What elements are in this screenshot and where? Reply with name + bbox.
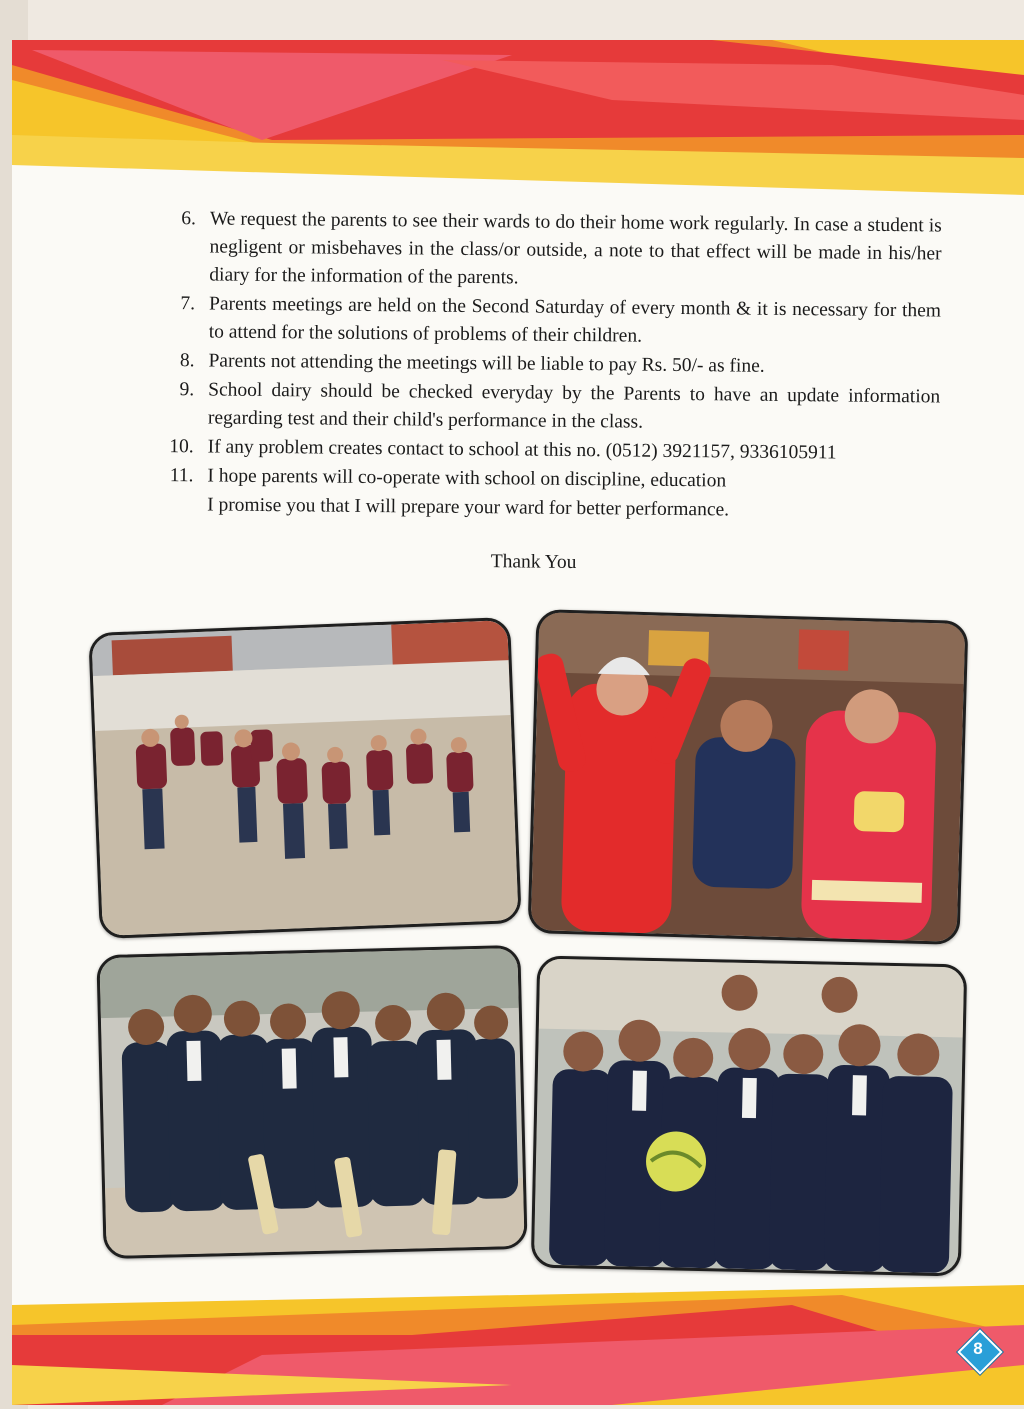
- note-number: 10.: [169, 436, 194, 458]
- note-text: If any problem creates contact to school at this no. (0512) 3921157, 9336105911: [207, 436, 837, 464]
- photo-kids-exercising-icon: [91, 620, 518, 936]
- photo-girls-with-ball-icon: [534, 959, 964, 1274]
- note-text: Parents not attending the meetings will be liable to pay Rs. 50/- as fine.: [208, 350, 765, 377]
- note-number: 11.: [169, 465, 194, 487]
- photo-boys: [96, 945, 527, 1259]
- brochure-page: [12, 40, 1024, 1405]
- note-text: I hope parents will co-operate with school on discipline, education: [207, 465, 727, 492]
- notes-section: [158, 205, 941, 580]
- photo-boys-with-bats-icon: [99, 948, 524, 1256]
- closing-thank-you: Thank You: [490, 551, 577, 573]
- note-number: 9.: [179, 379, 195, 401]
- note-item: [161, 205, 942, 296]
- note-text: School dairy should be checked everyday by the Parents to have an update information regarding test and their child's performance in the class.: [207, 379, 941, 433]
- note-item: [161, 290, 942, 353]
- note-number: 6.: [181, 208, 196, 230]
- note-number: 8.: [179, 350, 195, 372]
- notes-list: [159, 205, 942, 497]
- photo-kids-dancing-icon: [531, 612, 966, 942]
- photo-girls: [531, 956, 967, 1277]
- note-item: [160, 376, 941, 439]
- top-banner-decoration: [12, 40, 1024, 205]
- photo-exercise: [88, 617, 521, 939]
- note-text: Parents meetings are held on the Second Saturday of every month & it is necessary for them to attend for the solutions of problems of their children.: [208, 293, 942, 347]
- photo-dancing: [528, 609, 969, 945]
- bottom-banner-decoration: [12, 1265, 1024, 1405]
- note-number: 7.: [180, 293, 196, 315]
- page-number-badge: [958, 1330, 998, 1370]
- promise-line: I promise you that I will prepare your ward for better performance.: [207, 494, 730, 521]
- page-number: 8: [973, 1339, 983, 1358]
- note-text: We request the parents to see their wards to do their home work regularly. In case a student is negligent or misbehaves in the class/or outside, a note to that effect will be made in his/her diary for the information of the parents.: [209, 208, 942, 289]
